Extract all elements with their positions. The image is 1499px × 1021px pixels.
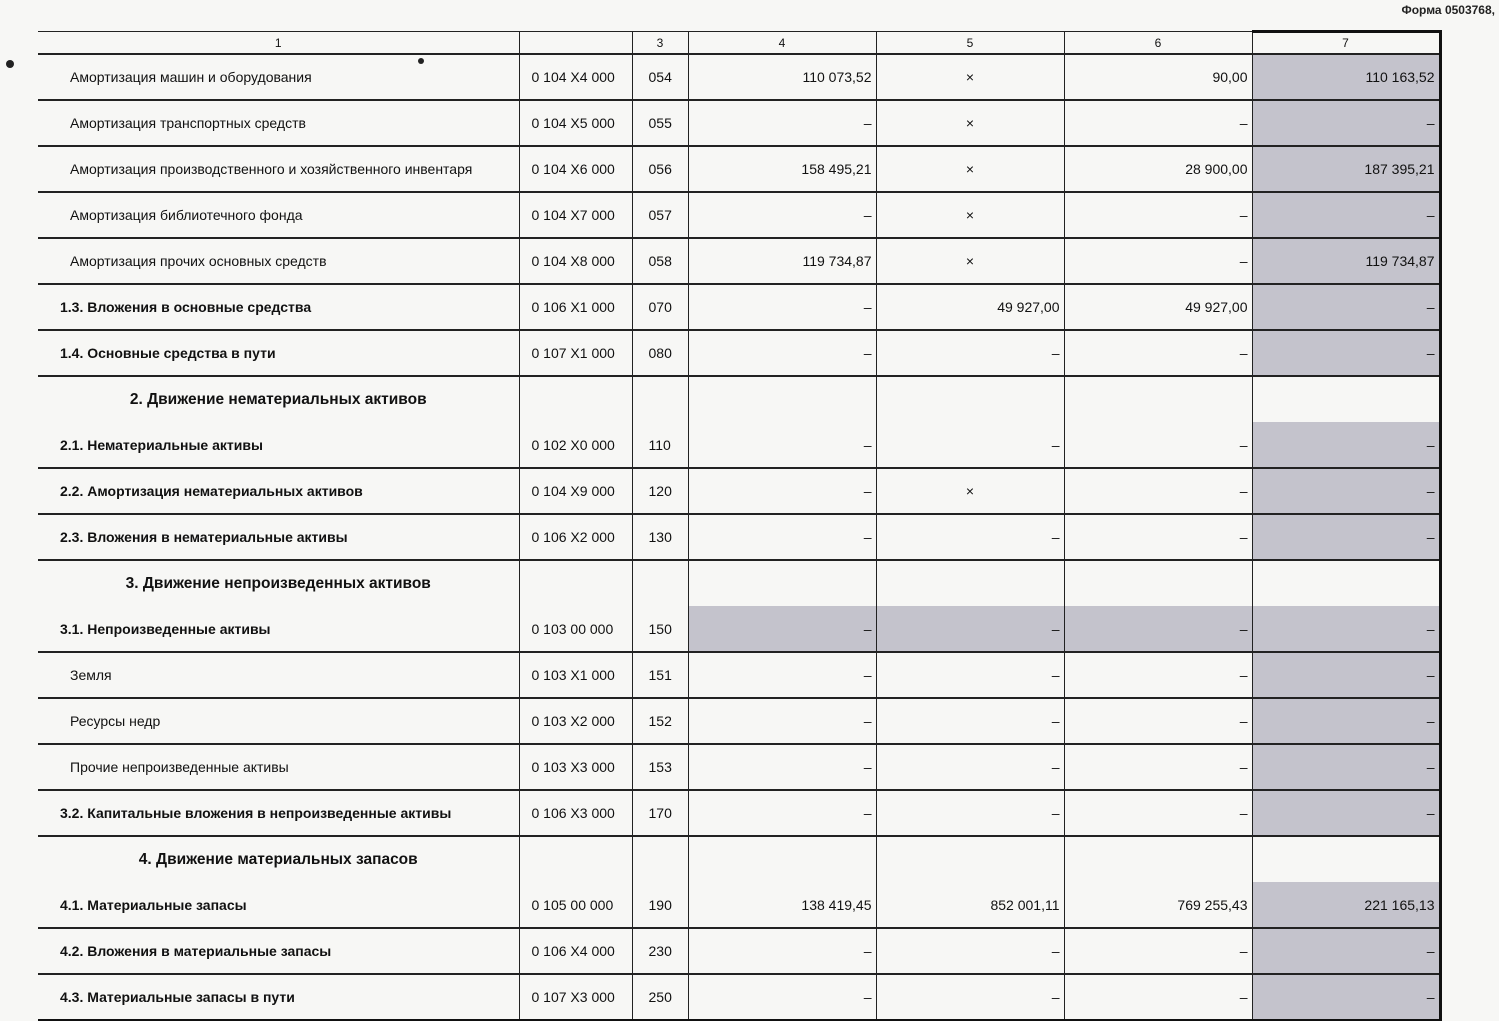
value-col-6: – [1064, 330, 1252, 376]
account-code: 0 106 X4 000 [519, 928, 632, 974]
value-col-7: – [1252, 790, 1440, 836]
value-col-6: – [1064, 468, 1252, 514]
table-row [38, 744, 1440, 790]
column-header-5: 5 [876, 32, 1064, 55]
account-code: 0 106 X3 000 [519, 790, 632, 836]
value-col-6: – [1064, 652, 1252, 698]
row-name-cell [38, 100, 519, 146]
line-code: 080 [632, 330, 688, 376]
value-col-7: – [1252, 284, 1440, 330]
value-col-5: × [876, 146, 1064, 192]
line-code: 230 [632, 928, 688, 974]
value-col-6: – [1064, 744, 1252, 790]
row-name-cell [38, 606, 519, 652]
value-col-4: – [688, 698, 876, 744]
account-code: 0 103 X3 000 [519, 744, 632, 790]
empty-cell [1252, 376, 1440, 422]
scan-mark [418, 58, 424, 64]
value-col-6: 49 927,00 [1064, 284, 1252, 330]
column-header-2 [519, 32, 632, 55]
value-col-7: 221 165,13 [1252, 882, 1440, 928]
value-col-6: – [1064, 192, 1252, 238]
line-code: 055 [632, 100, 688, 146]
table-row [38, 284, 1440, 330]
row-name-cell [38, 744, 519, 790]
value-col-4: 158 495,21 [688, 146, 876, 192]
table-row [38, 422, 1440, 468]
table-row [38, 790, 1440, 836]
row-name: 4.3. Материальные запасы в пути [60, 989, 295, 1005]
account-code: 0 107 X3 000 [519, 974, 632, 1020]
row-name-cell [38, 974, 519, 1020]
value-col-7: – [1252, 192, 1440, 238]
column-header-3: 3 [632, 32, 688, 55]
value-col-7: 187 395,21 [1252, 146, 1440, 192]
empty-cell [876, 560, 1064, 606]
value-col-7: – [1252, 652, 1440, 698]
value-col-4: 110 073,52 [688, 54, 876, 100]
column-header-6: 6 [1064, 32, 1252, 55]
value-col-4: – [688, 606, 876, 652]
row-name-cell [38, 928, 519, 974]
row-name: Амортизация производственного и хозяйственного инвентаря [70, 161, 473, 177]
row-name: Ресурсы недр [70, 713, 161, 729]
value-col-7: – [1252, 514, 1440, 560]
row-name-cell [38, 652, 519, 698]
account-code: 0 104 X9 000 [519, 468, 632, 514]
account-code: 0 104 X5 000 [519, 100, 632, 146]
table-row [38, 974, 1440, 1020]
account-code: 0 102 X0 000 [519, 422, 632, 468]
row-name-cell [38, 192, 519, 238]
value-col-5: × [876, 238, 1064, 284]
line-code: 130 [632, 514, 688, 560]
value-col-7: 119 734,87 [1252, 238, 1440, 284]
empty-cell [1064, 836, 1252, 882]
value-col-4: 119 734,87 [688, 238, 876, 284]
empty-cell [1252, 836, 1440, 882]
account-code: 0 104 X4 000 [519, 54, 632, 100]
row-name-cell [38, 468, 519, 514]
value-col-6: – [1064, 974, 1252, 1020]
section-title: 3. Движение непроизведенных активов [38, 560, 519, 606]
value-col-4: – [688, 284, 876, 330]
value-col-7: 110 163,52 [1252, 54, 1440, 100]
value-col-5: – [876, 928, 1064, 974]
account-code: 0 104 X8 000 [519, 238, 632, 284]
value-col-4: 138 419,45 [688, 882, 876, 928]
account-code: 0 103 X1 000 [519, 652, 632, 698]
line-code: 170 [632, 790, 688, 836]
value-col-5: × [876, 468, 1064, 514]
value-col-4: – [688, 100, 876, 146]
row-name: Амортизация прочих основных средств [70, 253, 327, 269]
value-col-5: – [876, 744, 1064, 790]
value-col-6: – [1064, 698, 1252, 744]
table-row [38, 238, 1440, 284]
row-name: 4.1. Материальные запасы [60, 896, 247, 913]
line-code: 110 [632, 422, 688, 468]
line-code: 250 [632, 974, 688, 1020]
empty-cell [876, 836, 1064, 882]
value-col-7: – [1252, 330, 1440, 376]
row-name-cell [38, 422, 519, 468]
account-code: 0 106 X2 000 [519, 514, 632, 560]
row-name: Прочие непроизведенные активы [70, 759, 289, 775]
value-col-7: – [1252, 974, 1440, 1020]
value-col-7: – [1252, 100, 1440, 146]
section-header-row [38, 836, 1440, 882]
empty-cell [632, 376, 688, 422]
value-col-6: 769 255,43 [1064, 882, 1252, 928]
table-row [38, 330, 1440, 376]
account-code: 0 105 00 000 [519, 882, 632, 928]
value-col-5: – [876, 790, 1064, 836]
value-col-4: – [688, 652, 876, 698]
section-header-row [38, 376, 1440, 422]
row-name: 1.3. Вложения в основные средства [60, 299, 312, 315]
line-code: 057 [632, 192, 688, 238]
row-name-cell [38, 146, 519, 192]
account-code: 0 104 X7 000 [519, 192, 632, 238]
value-col-5: 852 001,11 [876, 882, 1064, 928]
value-col-6: – [1064, 514, 1252, 560]
account-code: 0 103 X2 000 [519, 698, 632, 744]
value-col-7: – [1252, 744, 1440, 790]
row-name: Амортизация машин и оборудования [70, 69, 312, 85]
empty-cell [1252, 560, 1440, 606]
empty-cell [519, 376, 632, 422]
table-row [38, 54, 1440, 100]
value-col-5: – [876, 652, 1064, 698]
line-code: 152 [632, 698, 688, 744]
value-col-5: – [876, 606, 1064, 652]
row-name-cell [38, 882, 519, 928]
column-header-4: 4 [688, 32, 876, 55]
row-name: Земля [70, 667, 112, 683]
line-code: 190 [632, 882, 688, 928]
column-numbers-row [38, 32, 1440, 55]
account-code: 0 103 00 000 [519, 606, 632, 652]
line-code: 151 [632, 652, 688, 698]
line-code: 058 [632, 238, 688, 284]
row-name-cell [38, 330, 519, 376]
empty-cell [632, 560, 688, 606]
value-col-7: – [1252, 698, 1440, 744]
row-name: 2.2. Амортизация нематериальных активов [60, 483, 363, 499]
row-name: 2.3. Вложения в нематериальные активы [60, 529, 348, 545]
row-name: 2.1. Нематериальные активы [60, 436, 263, 453]
value-col-6: – [1064, 928, 1252, 974]
line-code: 054 [632, 54, 688, 100]
row-name: Амортизация транспортных средств [70, 115, 306, 131]
value-col-6: – [1064, 606, 1252, 652]
value-col-4: – [688, 422, 876, 468]
value-col-5: × [876, 54, 1064, 100]
line-code: 120 [632, 468, 688, 514]
value-col-5: – [876, 974, 1064, 1020]
scan-mark [6, 60, 14, 68]
row-name-cell [38, 790, 519, 836]
value-col-5: – [876, 514, 1064, 560]
empty-cell [519, 560, 632, 606]
row-name-cell [38, 284, 519, 330]
empty-cell [519, 836, 632, 882]
value-col-5: – [876, 422, 1064, 468]
empty-cell [1064, 376, 1252, 422]
section-title: 4. Движение материальных запасов [38, 836, 519, 882]
table-row [38, 468, 1440, 514]
value-col-4: – [688, 330, 876, 376]
value-col-6: 28 900,00 [1064, 146, 1252, 192]
value-col-4: – [688, 928, 876, 974]
value-col-4: – [688, 790, 876, 836]
value-col-7: – [1252, 928, 1440, 974]
value-col-4: – [688, 744, 876, 790]
empty-cell [688, 376, 876, 422]
line-code: 056 [632, 146, 688, 192]
value-col-5: 49 927,00 [876, 284, 1064, 330]
section-title: 2. Движение нематериальных активов [38, 376, 519, 422]
table-row [38, 698, 1440, 744]
empty-cell [688, 560, 876, 606]
account-code: 0 104 X6 000 [519, 146, 632, 192]
account-code: 0 107 X1 000 [519, 330, 632, 376]
value-col-5: × [876, 192, 1064, 238]
empty-cell [632, 836, 688, 882]
row-name-cell [38, 54, 519, 100]
table-row [38, 606, 1440, 652]
row-name-cell [38, 514, 519, 560]
row-name-cell [38, 698, 519, 744]
table-row [38, 146, 1440, 192]
value-col-7: – [1252, 468, 1440, 514]
empty-cell [876, 376, 1064, 422]
value-col-5: – [876, 330, 1064, 376]
row-name: 4.2. Вложения в материальные запасы [60, 943, 332, 959]
account-code: 0 106 X1 000 [519, 284, 632, 330]
value-col-6: – [1064, 422, 1252, 468]
value-col-6: – [1064, 100, 1252, 146]
value-col-6: – [1064, 238, 1252, 284]
section-header-row [38, 560, 1440, 606]
value-col-7: – [1252, 606, 1440, 652]
row-name: 1.4. Основные средства в пути [60, 345, 276, 361]
row-name: Амортизация библиотечного фонда [70, 207, 303, 223]
row-name: 3.1. Непроизведенные активы [60, 620, 271, 637]
assets-movement-table [38, 30, 1442, 1021]
table-row [38, 882, 1440, 928]
value-col-4: – [688, 974, 876, 1020]
table-row [38, 652, 1440, 698]
empty-cell [688, 836, 876, 882]
value-col-7: – [1252, 422, 1440, 468]
value-col-4: – [688, 514, 876, 560]
row-name-cell [38, 238, 519, 284]
line-code: 150 [632, 606, 688, 652]
row-name: 3.2. Капитальные вложения в непроизведенные активы [60, 805, 452, 821]
table-row [38, 514, 1440, 560]
value-col-4: – [688, 468, 876, 514]
table-row [38, 100, 1440, 146]
column-header-7: 7 [1252, 32, 1440, 55]
value-col-6: – [1064, 790, 1252, 836]
value-col-4: – [688, 192, 876, 238]
empty-cell [1064, 560, 1252, 606]
line-code: 153 [632, 744, 688, 790]
table-row [38, 928, 1440, 974]
form-code: Форма 0503768, [1401, 3, 1495, 17]
value-col-6: 90,00 [1064, 54, 1252, 100]
value-col-5: × [876, 100, 1064, 146]
column-header-1: 1 [38, 32, 519, 55]
value-col-5: – [876, 698, 1064, 744]
table-row [38, 192, 1440, 238]
line-code: 070 [632, 284, 688, 330]
